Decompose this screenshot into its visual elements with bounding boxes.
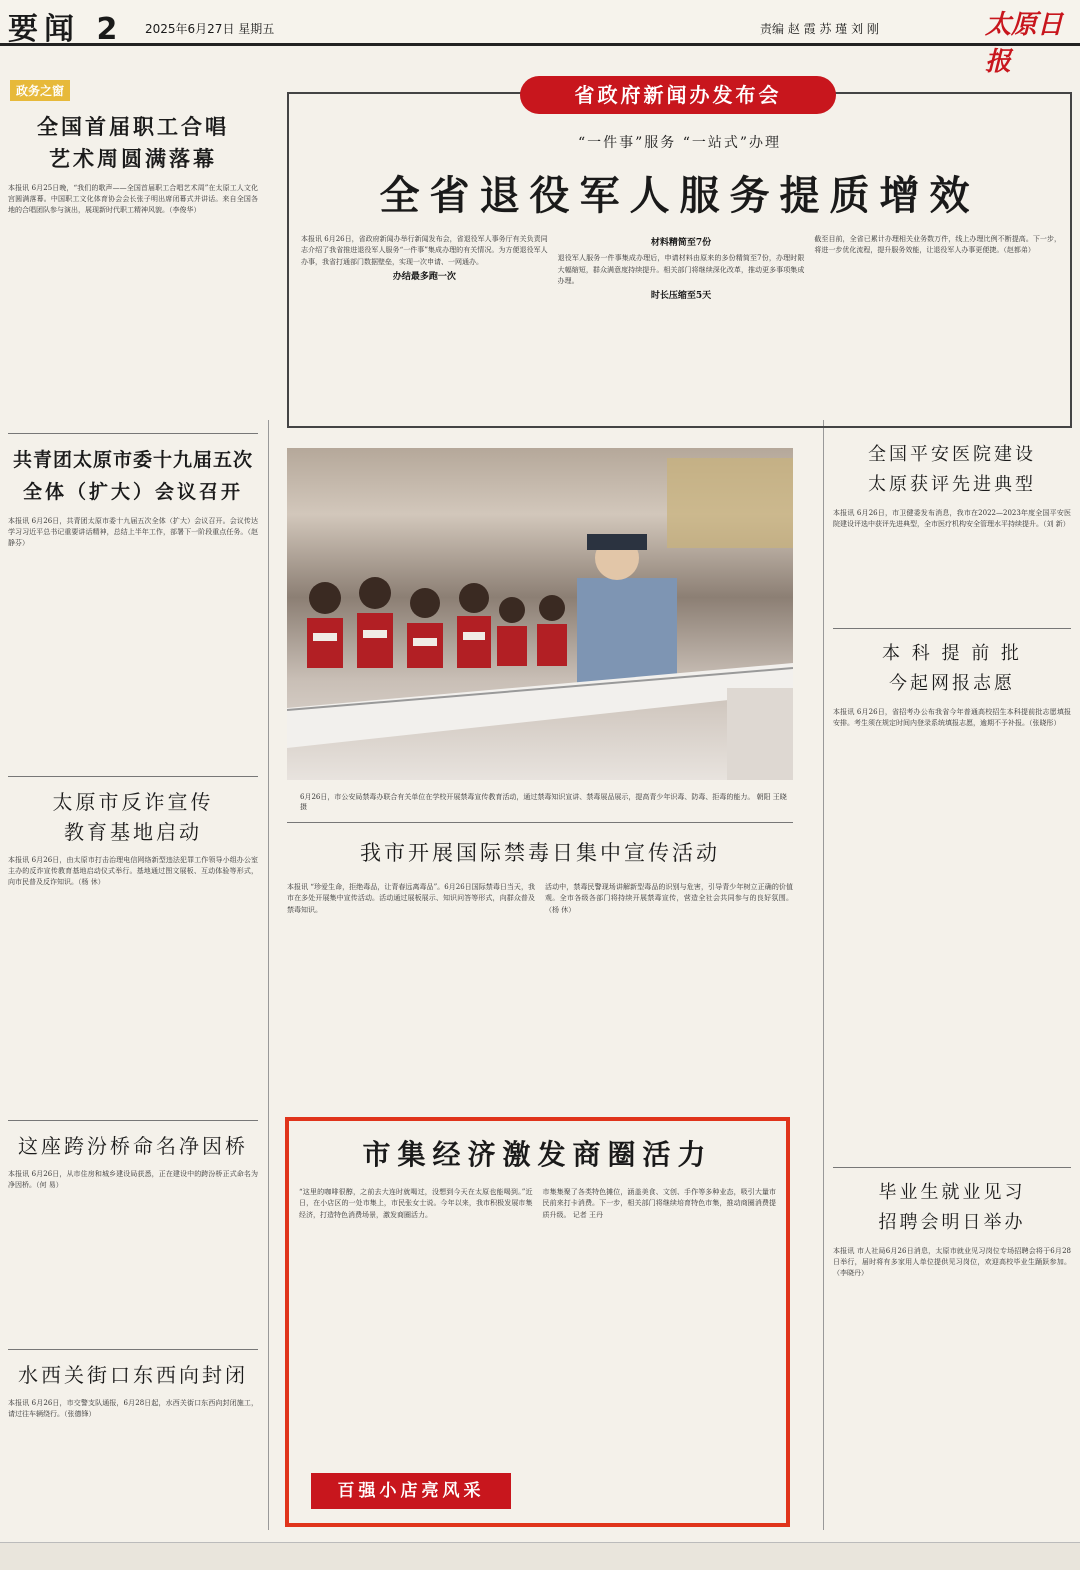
headline: 我市开展国际禁毒日集中宣传活动 <box>360 841 720 865</box>
body-col-2: 市集集聚了各类特色摊位，涵盖美食、文创、手作等多种业态，吸引大量市民前来打卡消费。下一步，相关部门将继续培育特色市集，推动商圈消费提质升级。 记者 王丹 <box>542 1188 776 1219</box>
masthead <box>0 0 1080 77</box>
headline: 这座跨汾桥命名净因桥 <box>18 1134 248 1158</box>
article-body: 本报讯 6月26日，市卫健委发布消息，我市在2022—2023年度全国平安医院建设评选中获评先进典型，全市医疗机构安全管理水平持续提升。（刘 新） <box>833 509 1071 529</box>
column-divider <box>823 420 824 1530</box>
divider <box>287 822 793 823</box>
headline: 全国平安医院建设 <box>868 444 1036 465</box>
article-bridge[interactable] <box>8 1131 258 1339</box>
article-body: 本报讯 市人社局6月26日消息，太原市就业见习岗位专场招聘会将于6月28日举行，届时将有多家用人单位提供见习岗位，欢迎高校毕业生踊跃参加。（李晓丹） <box>833 1247 1071 1278</box>
headline: 教育基地启动 <box>64 820 202 844</box>
lead-col-3 <box>814 234 1061 306</box>
left-column <box>8 70 258 1420</box>
headline: 市集经济激发商圈活力 <box>362 1138 713 1171</box>
lead-headline: 全省退役军人服务提质增效 <box>379 173 980 219</box>
divider <box>833 1167 1071 1168</box>
article-safe-hospital[interactable] <box>833 440 1071 618</box>
lead-body <box>301 234 1061 306</box>
newspaper-logo: 太原日报 <box>985 10 1064 77</box>
page-footer <box>0 1542 1080 1570</box>
headline: 本 科 提 前 批 <box>882 643 1022 664</box>
headline: 共青团太原市委十九届五次 <box>12 449 253 471</box>
article-body <box>287 882 793 916</box>
news-photo[interactable] <box>287 448 793 780</box>
subhead: 材料精简至7份 <box>650 238 712 248</box>
headline: 毕业生就业见习 <box>878 1182 1026 1203</box>
issue-date: 2025年6月27日 星期五 <box>145 22 275 36</box>
subhead: 时长压缩至5天 <box>650 291 712 302</box>
column-sticker: 百强小店亮风采 <box>311 1473 511 1509</box>
paragraph: 退役军人服务一件事集成办理后，申请材料由原来的多份精简至7份，办理时限大幅缩短，群众满意度持续提升。相关部门将继续深化改革，推动更多事项集成办理。 <box>557 254 805 285</box>
lead-col-2 <box>558 234 805 306</box>
paragraph: 截至目前，全省已累计办理相关业务数万件，线上办理比例不断提高。下一步，将进一步优化流程，提升服务效能，让退役军人办事更便捷。（赵都弟） <box>814 235 1062 255</box>
headline: 全国首届职工合唱 <box>37 115 229 139</box>
headline: 招聘会明日举办 <box>878 1212 1026 1233</box>
headline: 水西关街口东西向封闭 <box>18 1363 248 1387</box>
lead-col-1 <box>301 234 548 306</box>
body-col-1: 本报讯 “珍爱生命，拒绝毒品，让青春远离毒品”。6月26日国际禁毒日当天，我市在多处开展集中宣传活动。活动通过展板展示、知识问答等形式，向群众普及禁毒知识。 <box>287 883 535 914</box>
article-youth-league[interactable] <box>8 444 258 766</box>
body-col-1: “这里的咖啡很醇，之前去大连时就喝过，没想到今天在太原也能喝到。”近日，在小店区的一处市集上，市民张女士说。今年以来，我市积极发展市集经济，打造特色消费场景，激发商圈活力。 <box>299 1188 533 1219</box>
divider <box>8 1349 258 1350</box>
divider <box>833 628 1071 629</box>
divider <box>8 433 258 434</box>
headline: 太原获评先进典型 <box>868 474 1036 495</box>
article-body: 本报讯 6月26日，市交警支队通报，6月28日起，水西关街口东西向封闭施工，请过往车辆绕行。（张德锋） <box>8 1399 258 1419</box>
article-body: 本报讯 6月25日晚，“我们的歌声——全国首届职工合唱艺术周”在太原工人文化宫圆满落幕。中国职工文化体育协会会长张子明出席闭幕式并讲话。来自全国各地的合唱团队参与演出，展现新时代职工精神风貌。（李俊华） <box>8 184 258 215</box>
lead-article[interactable] <box>287 92 1072 428</box>
divider <box>8 776 258 777</box>
headline: 艺术周圆满落幕 <box>49 147 217 171</box>
article-anti-fraud[interactable] <box>8 787 258 1110</box>
article-body: 本报讯 6月26日，共青团太原市委十九届五次全体（扩大）会议召开。会议传达学习习近平总书记重要讲话精神，总结上半年工作，部署下一阶段重点任务。（赵静芬） <box>8 517 258 548</box>
right-column <box>833 440 1071 1280</box>
kicker: “一件事”服务 “一站式”办理 <box>577 135 782 151</box>
section-tag: 政务之窗 <box>10 80 70 101</box>
article-body: 本报讯 6月26日，由太原市打击治理电信网络新型违法犯罪工作领导小组办公室主办的反诈宣传教育基地启动仪式举行。基地通过图文展板、互动体验等形式，向市民普及反诈知识。（杨 休） <box>8 856 258 887</box>
article-college-admission[interactable] <box>833 639 1071 1157</box>
editors: 责编 赵 霞 苏 瑾 刘 刚 <box>760 22 879 36</box>
article-road-closure[interactable] <box>8 1360 258 1420</box>
photo-illustration <box>287 448 793 780</box>
paragraph: 本报讯 6月26日，省政府新闻办举行新闻发布会，省退役军人事务厅有关负责同志介绍了我省推进退役军人服务“一件事”集成办理的有关情况。为方便退役军人办事，我省打通部门数据壁垒，实现一次申请、一网通办。 <box>301 235 548 266</box>
headline: 今起网报志愿 <box>889 673 1015 694</box>
article-job-fair[interactable] <box>833 1178 1071 1280</box>
article-drug-day[interactable] <box>287 838 793 916</box>
headline: 太原市反诈宣传 <box>52 790 214 814</box>
body-col-2: 活动中，禁毒民警现场讲解新型毒品的识别与危害，引导青少年树立正确的价值观。全市各级各部门将持续开展禁毒宣传，营造全社会共同参与的良好氛围。（杨 休） <box>545 883 793 914</box>
article-market-economy[interactable] <box>285 1117 790 1527</box>
column-divider <box>268 420 269 1530</box>
article-body <box>299 1187 776 1221</box>
article-body: 本报讯 6月26日，从市住房和城乡建设局获悉，正在建设中的跨汾桥正式命名为净因桥。（何 易） <box>8 1170 258 1190</box>
headline: 全体（扩大）会议召开 <box>22 481 243 503</box>
photo-caption: 6月26日，市公安局禁毒办联合有关单位在学校开展禁毒宣传教育活动，通过禁毒知识宣讲、禁毒展品展示，提高青少年识毒、防毒、拒毒的能力。 朝阳 王晓 摄 <box>300 793 787 811</box>
divider <box>8 1120 258 1121</box>
article-body: 本报讯 6月26日，省招考办公布我省今年普通高校招生本科提前批志愿填报安排。考生须在规定时间内登录系统填报志愿，逾期不予补报。（张晓彤） <box>833 708 1071 728</box>
section-label: 要闻 2 <box>8 12 124 47</box>
press-conference-banner: 省政府新闻办发布会 <box>520 76 836 114</box>
subhead: 办结最多跑一次 <box>392 271 456 282</box>
article-choir[interactable] <box>8 111 258 423</box>
